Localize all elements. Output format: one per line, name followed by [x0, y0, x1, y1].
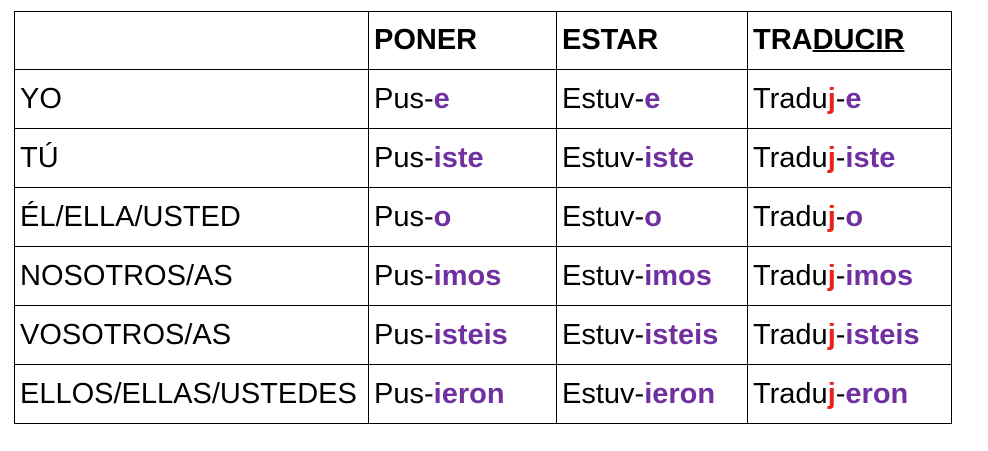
- stem: Pus: [374, 318, 424, 351]
- traducir-cell: [748, 70, 952, 129]
- irregular-letter: j: [827, 377, 836, 410]
- suffix: imos: [433, 259, 502, 292]
- estar-cell: [557, 365, 748, 424]
- separator: -: [835, 141, 846, 174]
- suffix: eron: [845, 377, 909, 410]
- stem: Estuv: [562, 141, 635, 174]
- separator: -: [423, 82, 434, 115]
- table-row: [15, 306, 952, 365]
- suffix: e: [845, 82, 862, 115]
- poner-cell: [369, 365, 557, 424]
- stem: Pus: [374, 259, 424, 292]
- irregular-letter: j: [827, 82, 836, 115]
- table-row: [15, 129, 952, 188]
- stem: Estuv: [562, 377, 635, 410]
- separator: -: [423, 259, 434, 292]
- stem: Pus: [374, 141, 424, 174]
- pronoun-cell: NOSOTROS/AS: [15, 247, 369, 306]
- irregular-letter: j: [827, 259, 836, 292]
- stem: Estuv: [562, 200, 635, 233]
- suffix: imos: [845, 259, 914, 292]
- suffix: iste: [644, 141, 695, 174]
- header-traducir: [748, 12, 952, 70]
- suffix: e: [644, 82, 661, 115]
- irregular-letter: j: [827, 318, 836, 351]
- table-row: [15, 365, 952, 424]
- irregular-letter: j: [827, 200, 836, 233]
- stem: Estuv: [562, 82, 635, 115]
- table-row: [15, 247, 952, 306]
- suffix: o: [644, 200, 662, 233]
- suffix: imos: [644, 259, 712, 292]
- separator: -: [634, 82, 645, 115]
- pronoun-cell: TÚ: [15, 129, 369, 188]
- separator: -: [634, 141, 645, 174]
- poner-cell: [369, 247, 557, 306]
- header-poner: PONER: [369, 12, 557, 70]
- separator: -: [423, 141, 434, 174]
- traducir-cell: [748, 247, 952, 306]
- pronoun-cell: YO: [15, 70, 369, 129]
- separator: -: [835, 259, 846, 292]
- pronoun-cell: ELLOS/ELLAS/USTEDES: [15, 365, 369, 424]
- estar-cell: [557, 306, 748, 365]
- stem: Pus: [374, 200, 424, 233]
- header-traducir-underlined: DUCIR: [812, 24, 905, 56]
- separator: -: [423, 200, 434, 233]
- separator: -: [835, 82, 846, 115]
- table-row: [15, 188, 952, 247]
- header-estar: ESTAR: [557, 12, 748, 70]
- header-row: [15, 12, 952, 70]
- traducir-cell: [748, 129, 952, 188]
- separator: -: [835, 200, 846, 233]
- stem: Tradu: [753, 259, 828, 292]
- suffix: iste: [845, 141, 896, 174]
- stem: Tradu: [753, 200, 828, 233]
- estar-cell: [557, 247, 748, 306]
- stem: Tradu: [753, 377, 828, 410]
- stem: Tradu: [753, 318, 828, 351]
- header-traducir-prefix: TRA: [753, 24, 813, 56]
- table-row: [15, 70, 952, 129]
- suffix: o: [433, 200, 452, 233]
- estar-cell: [557, 188, 748, 247]
- stem: Pus: [374, 377, 424, 410]
- traducir-cell: [748, 306, 952, 365]
- stem: Estuv: [562, 259, 635, 292]
- irregular-letter: j: [827, 141, 836, 174]
- conjugation-table: [14, 11, 952, 424]
- pronoun-cell: ÉL/ELLA/USTED: [15, 188, 369, 247]
- suffix: o: [845, 200, 864, 233]
- header-pronoun-cell: [15, 12, 369, 70]
- separator: -: [423, 318, 434, 351]
- suffix: e: [433, 82, 450, 115]
- separator: -: [423, 377, 434, 410]
- estar-cell: [557, 70, 748, 129]
- separator: -: [835, 377, 846, 410]
- suffix: ieron: [433, 377, 505, 410]
- separator: -: [634, 318, 645, 351]
- estar-cell: [557, 129, 748, 188]
- suffix: ieron: [644, 377, 716, 410]
- poner-cell: [369, 129, 557, 188]
- stem: Pus: [374, 82, 424, 115]
- pronoun-cell: VOSOTROS/AS: [15, 306, 369, 365]
- separator: -: [634, 377, 645, 410]
- poner-cell: [369, 306, 557, 365]
- stem: Tradu: [753, 82, 828, 115]
- stem: Estuv: [562, 318, 635, 351]
- suffix: isteis: [845, 318, 920, 351]
- suffix: isteis: [433, 318, 508, 351]
- suffix: iste: [433, 141, 484, 174]
- traducir-cell: [748, 188, 952, 247]
- poner-cell: [369, 188, 557, 247]
- separator: -: [835, 318, 846, 351]
- stem: Tradu: [753, 141, 828, 174]
- separator: -: [634, 259, 645, 292]
- poner-cell: [369, 70, 557, 129]
- traducir-cell: [748, 365, 952, 424]
- separator: -: [634, 200, 645, 233]
- suffix: isteis: [644, 318, 719, 351]
